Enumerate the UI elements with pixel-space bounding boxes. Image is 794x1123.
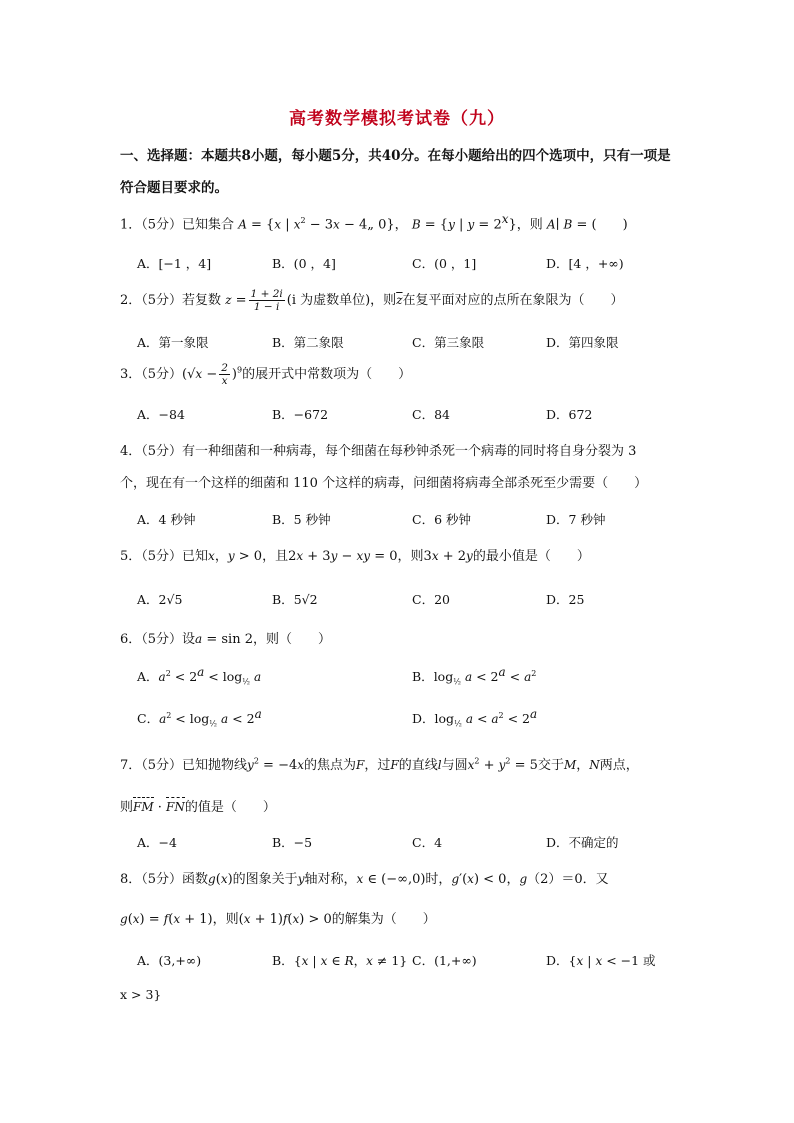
q7-option-a[interactable]: A．−4 [137, 835, 177, 850]
q8-option-c[interactable]: C．(1,+∞) [412, 953, 477, 968]
question-5: 5．（5分）已知x，y > 0，且2x + 3y − xy = 0，则3x + 2y的最小值是（ ） [120, 549, 590, 564]
q1-option-b[interactable]: B．(0 ，4] [272, 256, 336, 271]
q2-option-a[interactable]: A．第一象限 [137, 335, 209, 350]
q6-option-b[interactable]: B．$\log_{\frac{1}{2}} a < 2^a < a^2$ [412, 665, 537, 687]
q4-option-c[interactable]: C．6 秒钟 [412, 512, 471, 527]
question-6: 6．（5分）设a = sin 2，则（ ） [120, 632, 331, 647]
q3-option-c[interactable]: C．84 [412, 407, 450, 422]
q7-option-d[interactable]: D．不确定的 [546, 835, 619, 850]
q8-option-d-continued: x > 3} [120, 987, 162, 1002]
question-1: 1．（5分）已知集合 A = {x | $x^2 - 3x$ − 4„ 0}， B = {y | $y = 2^x$}，则 A∣ B = ( ) [120, 212, 628, 233]
page-title: 高考数学模拟考试卷（九） [289, 109, 505, 129]
question-4-line-2: 个，现在有一个这样的细菌和 110 个这样的病毒，问细菌将病毒全部杀死至少需要（ ） [120, 476, 648, 491]
q2-option-d[interactable]: D．第四象限 [546, 335, 619, 350]
q4-option-b[interactable]: B．5 秒钟 [272, 512, 331, 527]
q1-option-d[interactable]: D．[4 ，+∞) [546, 256, 624, 271]
q4-option-d[interactable]: D．7 秒钟 [546, 512, 606, 527]
q6-option-d[interactable]: D．$\log_{\frac{1}{2}} a < a^2 < 2^a$ [412, 707, 538, 729]
question-8-line-1: 8．（5分）函数g(x)的图象关于y轴对称，x ∈ (−∞,0)时，g′(x) < 0，g（2）＝0．又 [120, 872, 609, 887]
q1-option-a[interactable]: A．[−1 ，4] [137, 256, 212, 271]
q5-option-c[interactable]: C．20 [412, 592, 450, 607]
q3-option-d[interactable]: D．672 [546, 407, 593, 422]
q7-option-c[interactable]: C．4 [412, 835, 443, 850]
q2-option-b[interactable]: B．第二象限 [272, 335, 344, 350]
q1-option-c[interactable]: C．(0 ，1] [412, 256, 477, 271]
q2-option-c[interactable]: C．第三象限 [412, 335, 485, 350]
q5-option-b[interactable]: B．5√2 [272, 592, 318, 607]
q5-option-a[interactable]: A．2√5 [137, 592, 183, 607]
section-heading: 一、选择题：本题共8小题，每小题5分，共40分。在每小题给出的四个选项中，只有一项是符合题目要求的。 [120, 148, 671, 196]
question-2: 2．（5分）若复数 z = $\frac{1 + 2i}{1 - i}$ (i 为虚数单位)，则$\overline{z}$在复平面对应的点所在象限为（ ） [120, 288, 624, 313]
q5-option-d[interactable]: D．25 [546, 592, 585, 607]
q7-option-b[interactable]: B．−5 [272, 835, 313, 850]
q8-option-d[interactable]: D．{x | x < −1 或 [546, 953, 656, 968]
q8-option-a[interactable]: A．(3,+∞) [137, 953, 202, 968]
question-8-line-2: g(x) = f(x + 1)，则(x + 1)f(x) > 0的解集为（ ） [120, 912, 436, 927]
question-3: 3．（5分）(√x − $\frac{2}{x}$ )$^9$的展开式中常数项为（ ） [120, 362, 412, 387]
question-4-line-1: 4．（5分）有一种细菌和一种病毒，每个细菌在每秒钟杀死一个病毒的同时将自身分裂为 3 [120, 444, 637, 459]
question-7-line-1: 7．（5分）已知抛物线$y^2 = -4x$的焦点为F，过F的直线l与圆$x^2 + y^2 = 5$交于M，N两点， [120, 756, 639, 773]
q6-option-c[interactable]: C．$a^2 < \log_{\frac{1}{2}} a < 2^a$ [137, 707, 262, 729]
q4-option-a[interactable]: A．4 秒钟 [137, 512, 196, 527]
q6-option-a[interactable]: A．$a^2 < 2^a < \log_{\frac{1}{2}} a$ [137, 665, 262, 687]
q8-option-b[interactable]: B．{x | x ∈ R，x ≠ 1} [272, 953, 408, 968]
q3-option-b[interactable]: B．−672 [272, 407, 329, 422]
question-7-line-2: 则FM · FN的值是（ ） [120, 800, 276, 815]
q3-option-a[interactable]: A．−84 [137, 407, 185, 422]
